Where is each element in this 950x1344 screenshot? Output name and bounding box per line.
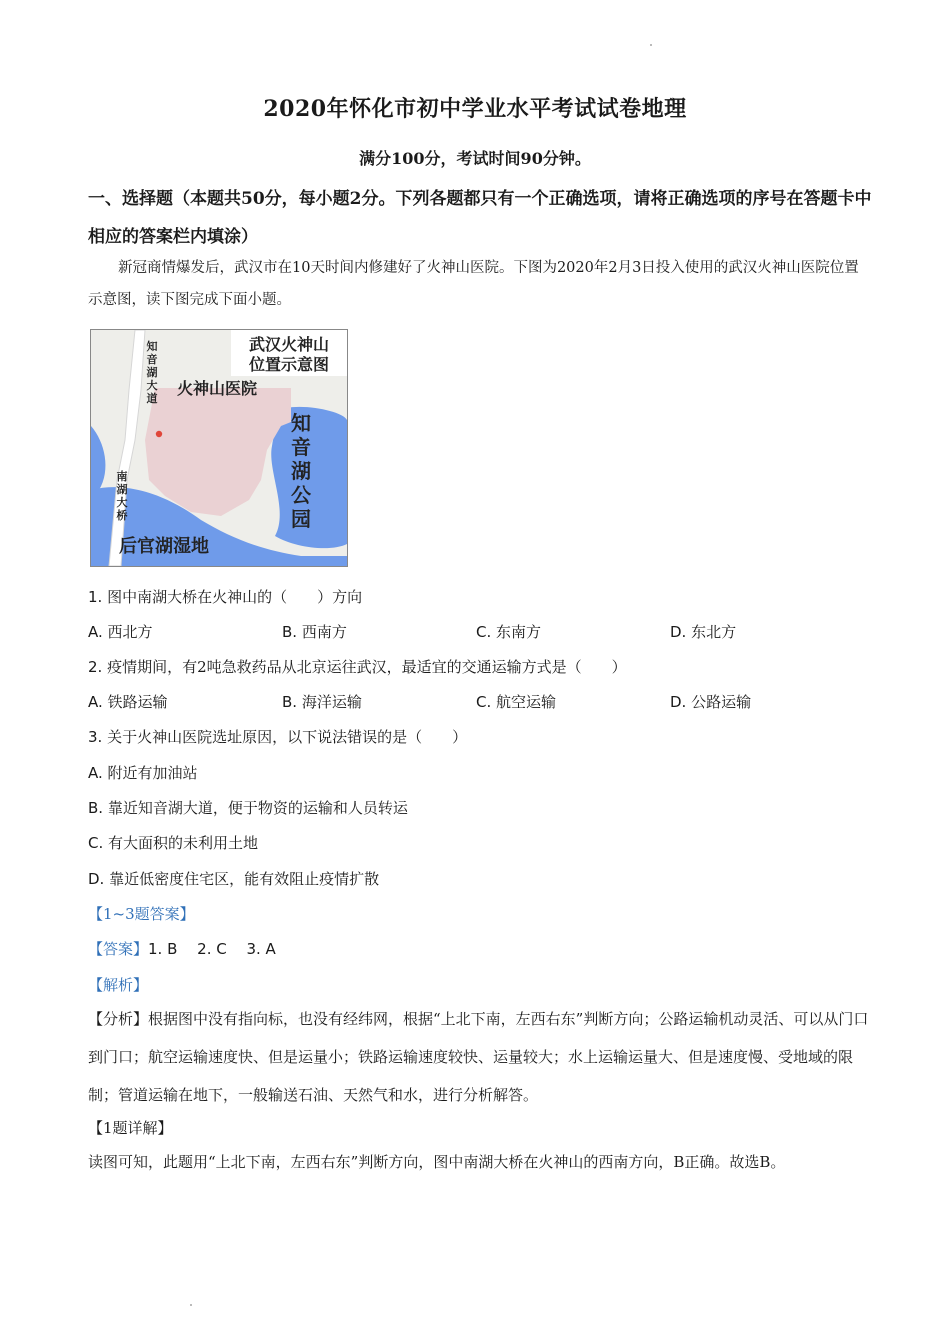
label-road: 知音湖大道 [146, 340, 158, 405]
option-3c[interactable] [88, 832, 258, 853]
question-1 [88, 586, 362, 607]
option-2c[interactable] [476, 691, 556, 712]
option-letter: C. [88, 834, 104, 852]
location-pin [156, 431, 162, 437]
option-letter: A. [88, 764, 103, 782]
exam-info: 满分100分，考试时间90分钟。 [359, 149, 591, 168]
question-text: 疫情期间，有2吨急救药品从北京运往武汉，最适宜的交通运输方式是（ ） [107, 658, 627, 676]
option-text: 靠近知音湖大道，便于物资的运输和人员转运 [107, 799, 408, 817]
question-number: 1. [88, 588, 103, 606]
label-bridge: 南湖大桥 [116, 470, 128, 522]
answer-group-header: 【1~3题答案】 [88, 905, 195, 923]
answer-line [88, 938, 276, 959]
option-text: 有大面积的未利用土地 [108, 834, 259, 852]
answer-values: 1. B 2. C 3. A [148, 940, 276, 958]
label-hospital: 火神山医院 [177, 379, 258, 398]
option-letter: A. [88, 623, 103, 641]
page-speck-bottom [190, 1304, 192, 1306]
page-speck-top [650, 44, 652, 46]
option-text: 西南方 [301, 623, 347, 641]
option-letter: C. [476, 623, 492, 641]
option-1a[interactable] [88, 621, 153, 642]
option-letter: B. [88, 799, 104, 817]
map-title-1: 武汉火神山 [248, 335, 330, 354]
intro-paragraph: 新冠商情爆发后，武汉市在10天时间内修建好了火神山医院。下图为2020年2月3日投入使用的武汉火神山医院位置示意图，读下图完成下面小题。 [88, 260, 859, 308]
option-text: 靠近低密度住宅区，能有效阻止疫情扩散 [109, 870, 380, 888]
option-text: 东北方 [691, 623, 737, 641]
section-header: 一、选择题（本题共50分，每小题2分。下列各题都只有一个正确选项，请将正确选项的序号在答题卡中相应的答案栏内填涂） [88, 189, 872, 247]
option-3b[interactable] [88, 797, 408, 818]
map-title-2: 位置示意图 [248, 355, 330, 374]
location-map [90, 329, 348, 567]
question-text: 关于火神山医院选址原因，以下说法错误的是（ ） [107, 728, 468, 746]
option-1b[interactable] [282, 621, 347, 642]
option-text: 铁路运输 [107, 693, 168, 711]
question-number: 3. [88, 728, 103, 746]
option-text: 海洋运输 [301, 693, 362, 711]
option-text: 航空运输 [496, 693, 557, 711]
option-letter: D. [670, 693, 687, 711]
option-3a[interactable] [88, 762, 198, 783]
option-text: 西北方 [107, 623, 153, 641]
option-text: 公路运输 [691, 693, 752, 711]
option-text: 附近有加油站 [107, 764, 198, 782]
option-text: 东南方 [496, 623, 542, 641]
question-number: 2. [88, 658, 103, 676]
option-letter: C. [476, 693, 492, 711]
option-letter: B. [282, 623, 298, 641]
option-letter: D. [670, 623, 687, 641]
option-1d[interactable] [670, 621, 736, 642]
answer-label: 【答案】 [88, 940, 149, 958]
detail-1-paragraph: 读图可知，此题用“上北下南，左西右东”判断方向，图中南湖大桥在火神山的西南方向，B正确。故选B。 [88, 1153, 786, 1171]
map-svg [91, 330, 347, 566]
question-3 [88, 726, 467, 747]
question-2 [88, 656, 627, 677]
label-park: 知音湖公园 [291, 411, 311, 531]
detail-1-header: 【1题详解】 [88, 1119, 173, 1137]
analysis-paragraph: 【分析】根据图中没有指向标，也没有经纬网，根据“上北下南，左西右东”判断方向；公路运输机动灵活、可以从门口到门口；航空运输速度快、但是运量小；铁路运输速度较快、运量较大；水上运输运量大、但是速度慢、受地域的限制；管道运输在地下，一般输送石油、天然气和水，进行分析解答。 [88, 1010, 869, 1104]
option-letter: D. [88, 870, 105, 888]
option-2d[interactable] [670, 691, 751, 712]
option-2a[interactable] [88, 691, 168, 712]
label-wetland: 后官湖湿地 [119, 536, 209, 557]
option-1c[interactable] [476, 621, 541, 642]
option-2b[interactable] [282, 691, 362, 712]
option-3d[interactable] [88, 868, 379, 889]
page-title: 2020年怀化市初中学业水平考试试卷地理 [263, 96, 687, 122]
analysis-label: 【解析】 [88, 976, 149, 994]
option-letter: B. [282, 693, 298, 711]
option-letter: A. [88, 693, 103, 711]
question-text: 图中南湖大桥在火神山的（ ）方向 [107, 588, 363, 606]
